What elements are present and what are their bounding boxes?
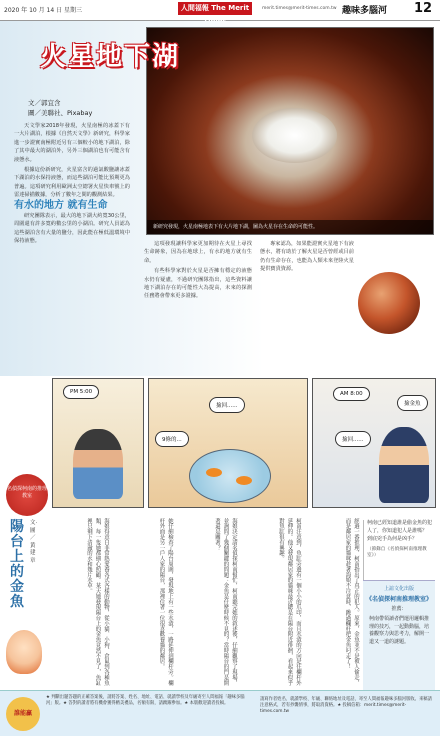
- footer-rules-right: 請寫作者姓名、就讀學校、年級、聯絡地址及電話，寄至人間福報趣味多腦河版收。來稿請注意格式，若有抄襲情事，將取消資格。★ 投稿信箱：merit.times@merit-times.com.tw: [260, 697, 432, 715]
- story-column: 她仔細檢查了陽台周圍，發現地上有一些水漬，一路延伸到欄杆旁。欄杆外面是另一戶人家的陽台，那裡住著一位很喜歡養貓的鄰居。: [158, 518, 173, 686]
- comic-panel-3: [312, 378, 436, 508]
- comic-strip: [52, 378, 436, 510]
- byline-image: 圖／美聯社、Pixabay: [28, 109, 93, 117]
- book-publisher: 上誼文化出版: [383, 586, 414, 592]
- answer-text: 到底兇手為何是凶手？: [367, 536, 418, 542]
- book-recommendation: [363, 580, 435, 691]
- feature-paragraph: 這項發現讓科學家更加期待在火星上尋找生命跡象，因為在地球上，有水的地方就有生命。: [144, 241, 252, 264]
- issue-date: 2020 年 10 月 14 日 星期三: [4, 7, 82, 14]
- newspaper-logo[interactable]: 人間福報 The Merit: [178, 2, 252, 15]
- speech-bubble: AM 8:00: [333, 387, 370, 401]
- police-character: [379, 427, 429, 503]
- photo-caption: 新研究發現，火星南極地表下有大片地下湖，圖為火星存在生命的可能性。: [147, 220, 433, 234]
- feature-column-3: [260, 240, 354, 372]
- comic-panel-2: [148, 378, 308, 508]
- goldfish-icon: [236, 476, 252, 485]
- footer-rules-left: ★ 判斷出題答題的正確答案後，請將答案、姓名、地址、電話、就讀學校及年級寄至人間福報「趣味多腦河」版。★ 答對的讀者將有機會獲得精美禮品，名額有限，請踴躍參加。★ 本版歡迎讀者投稿。: [46, 695, 245, 707]
- source-note: （節錄自《名偵探柯南推理教室》）: [367, 547, 427, 558]
- section-title: 趣味多腦河: [342, 6, 388, 16]
- story-column: 經過一番推理，柯南指出了真正的犯人。原來，金魚並不是被人偷走，而是鄰居家的貓咪趁著海娘不注意時，跳過欄杆把金魚叼走了！: [344, 518, 359, 686]
- speech-bubble: 撿金魚: [397, 395, 428, 411]
- feature-column-1: [14, 122, 130, 372]
- feature-title: 火星地下湖: [40, 42, 181, 72]
- girl-character: [73, 429, 123, 499]
- feature-paragraph: 根據這份新研究，火星富含的過氯酸鹽讓冰蓋下湖泊的水保持液態，而這些湖泊可能比預期更為普遍。這項研究利用歐洲太空總署火星快車號上的雷達掃描數據，分析了數年之間的觀測結果。: [14, 167, 130, 199]
- footer-tag: 誰能贏: [6, 697, 40, 731]
- story-title: 陽台上的金魚: [10, 519, 24, 610]
- feature-byline: [28, 98, 92, 118]
- byline-author: 文／郭宜含: [28, 99, 61, 107]
- detective-badge: 名偵探柯南的推理教室: [6, 474, 48, 516]
- question-text: 柯南已經知道誰是偷金魚的犯人了，你知道犯人是誰嗎？: [367, 520, 433, 534]
- header-url[interactable]: merit.times@merit-times.com.tw: [262, 6, 337, 11]
- book-note: 推薦：: [391, 606, 407, 612]
- page-footer: [0, 690, 440, 736]
- mars-ice-photo: [146, 27, 434, 235]
- speech-bubble: 撿回......: [335, 431, 371, 447]
- story-column: 柯南注意到，魚缸旁邊有一個小小的爪印，而且水漬的方向是往欄杆外延伸的。他又發現鄰居家的貓咪最近總是在陽台附近徘徊，看起來似乎對魚缸很有興趣。: [278, 518, 301, 686]
- story-column: 海娘決定請名偵探柯南幫忙，柯南聽完她的敘述後，仔細觀察了現場，並詢問了幾個關鍵的問題：金魚是什麼時候不見的？當時陽台的門是開著還是關著？: [214, 518, 237, 686]
- story-author: 文‧圖／黃建章: [30, 520, 38, 564]
- feature-paragraph: 專家認為，如果能證實火星地下有液態水，將有助於了解火星是否曾經或目前仍有生命存在，也能為人類未來登陸火星提供寶貴資源。: [260, 241, 354, 273]
- speech-bubble: 9條的...: [155, 431, 189, 447]
- clown-illustration: [6, 630, 42, 674]
- book-title: 《名偵探柯南推理教室》: [365, 596, 432, 603]
- goldfish-icon: [206, 468, 222, 477]
- feature-paragraph: 研究團隊表示，最大的地下湖大約寬30公里，周圍還有許多寬約數公里的小湖泊。研究人員認為這些湖泊含有大量的鹽分，因此能在極低溫環境中保持液態。: [14, 213, 130, 245]
- ice-crater-image: [252, 108, 337, 163]
- feature-subhead: 有水的地方 就有生命: [14, 199, 108, 211]
- feature-paragraph: 有些科學家對於火星是否擁有穩定的液態水仍有疑慮，不過研究團隊指出，這些資料讓地下湖泊存在的可能性大為提高，未來的探測任務將會帶來更多證據。: [144, 268, 252, 300]
- book-description: 柯南帶領讀者們運用邏輯推理的技巧，一起動動腦，培養觀察力與思考力，解開一道又一道的謎題。: [369, 616, 430, 645]
- mars-planet-image: [358, 272, 420, 334]
- page-header: [0, 0, 440, 21]
- feature-paragraph: 天文學家2018年發現，火星南極的冰蓋下有一大片湖泊，根據《自然天文學》新研究，科學家進一步證實南極附近另有三個較小的地下湖泊，除了其中最大的湖泊外，另外三個湖泊也有可能含有液態水。: [14, 123, 130, 163]
- comic-panel-1: [52, 378, 144, 508]
- fishbowl: [189, 449, 271, 503]
- page-number: 12: [414, 1, 433, 16]
- feature-column-2: [144, 240, 252, 372]
- story-column: 海娘得意日非常熱愛養各式各樣的動物，從小貓、小狗、倉鼠到各種魚類，每一隻她都細心照顧。某天她發現陽台上的金魚竟然不見了，魚缸裡只剩下清澈的水和幾片水草。: [86, 518, 109, 686]
- speech-bubble: PM 5:00: [63, 385, 99, 399]
- speech-bubble: 撿回......: [209, 397, 245, 413]
